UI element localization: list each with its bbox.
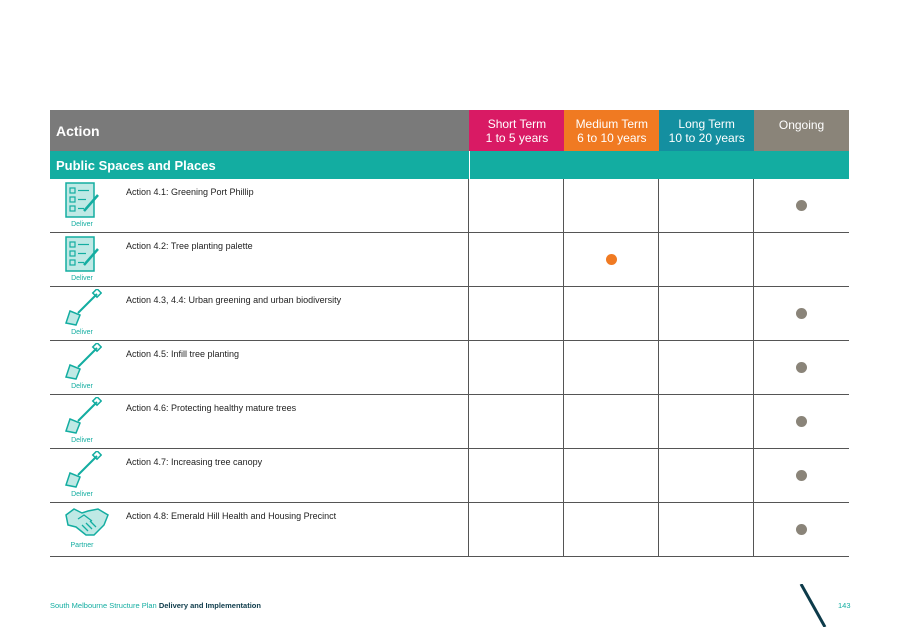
action-text: Action 4.2: Tree planting palette [126,241,253,251]
table-row [50,287,849,341]
cell-ongoing [754,449,849,502]
cell-medium [564,341,659,394]
icon-label: Deliver [71,221,93,228]
cell-medium [564,449,659,502]
action-cell [50,449,469,502]
header-long-term-years: 10 to 20 years [668,130,745,145]
cell-medium [564,287,659,340]
cell-short [469,449,564,502]
timing-dot [796,362,807,373]
timing-dot [796,470,807,481]
action-cell [50,341,469,394]
table-body [50,179,849,557]
action-text: Action 4.1: Greening Port Phillip [126,187,254,197]
table-row [50,341,849,395]
header-ongoing [754,110,849,151]
cell-short [469,287,564,340]
section-row-fill [470,151,849,179]
action-cell [50,287,469,340]
cell-ongoing [754,395,849,448]
action-text: Action 4.6: Protecting healthy mature trees [126,403,297,413]
shovel-icon [56,397,108,447]
cell-short [469,395,564,448]
action-cell [50,503,469,556]
table-row [50,233,849,287]
header-medium-term-years: 6 to 10 years [577,130,647,145]
header-short-term-label: Short Term [487,116,547,131]
icon-label: Deliver [71,383,93,390]
shovel-icon [56,343,108,393]
cell-ongoing [754,233,849,286]
header-long-term [659,110,754,151]
cell-short [469,341,564,394]
table-row [50,179,849,233]
table-row [50,449,849,503]
cell-long [659,395,754,448]
cell-short [469,233,564,286]
table-row [50,503,849,557]
timing-dot [796,416,807,427]
header-medium-term [564,110,659,151]
shovel-icon [56,289,108,339]
action-cell [50,395,469,448]
header-short-term-years: 1 to 5 years [485,130,549,145]
timing-dot [796,524,807,535]
footer-document-title [50,601,261,610]
cell-medium [564,179,659,232]
icon-label: Deliver [71,329,93,336]
action-text: Action 4.7: Increasing tree canopy [126,457,263,467]
cell-short [469,503,564,556]
delivery-table [50,110,849,557]
icon-label: Deliver [71,437,93,444]
cell-medium [564,503,659,556]
action-text: Action 4.3, 4.4: Urban greening and urban biodiversity [126,295,342,305]
header-ongoing-label: Ongoing [778,118,825,132]
handshake-icon [56,505,108,555]
header-short-term [469,110,564,151]
shovel-icon [56,451,108,501]
cell-medium [564,233,659,286]
footer-doc-name: South Melbourne Structure Plan [50,601,157,610]
action-text: Action 4.5: Infill tree planting [126,349,240,359]
icon-label: Partner [70,542,94,549]
cell-short [469,179,564,232]
cell-long [659,449,754,502]
timing-dot [606,254,617,265]
cell-ongoing [754,179,849,232]
cell-long [659,233,754,286]
checklist-icon [56,235,108,285]
action-text: Action 4.8: Emerald Hill Health and Housing Precinct [126,511,337,521]
cell-long [659,503,754,556]
icon-label: Deliver [71,491,93,498]
page-number: 143 [838,601,851,610]
timing-dot [796,200,807,211]
header-medium-term-label: Medium Term [575,116,649,131]
cell-medium [564,395,659,448]
section-title: Public Spaces and Places [50,151,470,179]
header-long-term-label: Long Term [678,116,735,131]
action-cell [50,179,469,232]
timing-dot [796,308,807,319]
cell-ongoing [754,341,849,394]
cell-ongoing [754,503,849,556]
section-row [50,151,849,179]
cell-long [659,179,754,232]
action-cell [50,233,469,286]
checklist-icon [56,181,108,231]
table-row [50,395,849,449]
cell-long [659,287,754,340]
table-header [50,110,849,151]
cell-ongoing [754,287,849,340]
header-action: Action [50,110,469,151]
cell-long [659,341,754,394]
icon-label: Deliver [71,275,93,282]
decorative-slash [795,584,835,627]
footer-section-name: Delivery and Implementation [158,601,261,610]
